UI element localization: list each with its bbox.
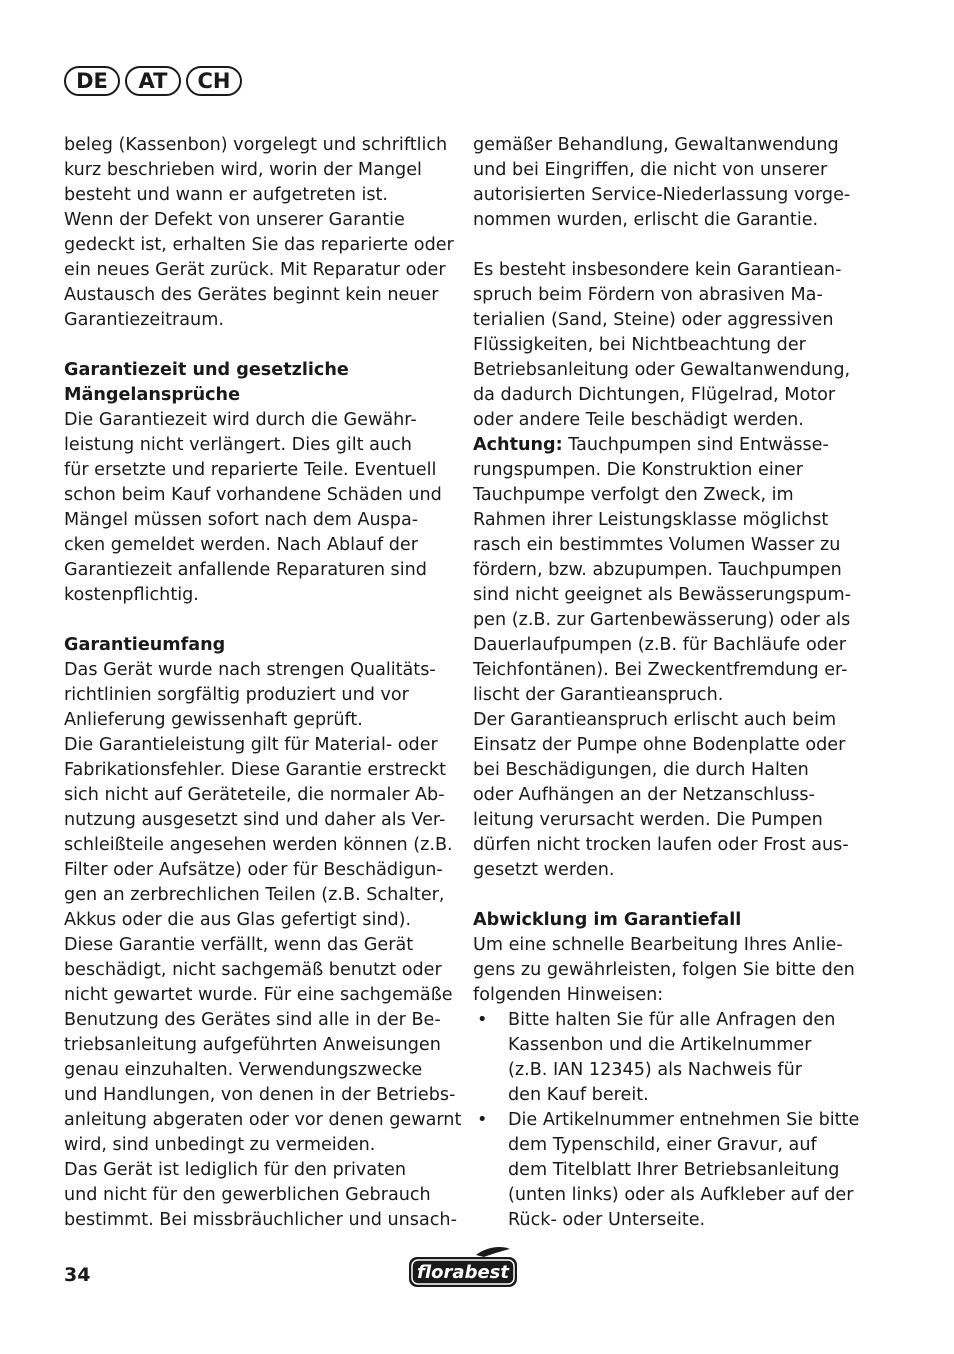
language-badge-at: AT [125,66,181,96]
text-line: rasch ein bestimmtes Volumen Wasser zu [473,535,841,555]
text-line: fördern, bzw. abzupumpen. Tauchpumpen [473,560,842,580]
text-line: Benutzung des Gerätes sind alle in der Be- [64,1010,441,1030]
text-line: kostenpflichtig. [64,585,199,605]
text-line: Anlieferung gewissenhaft geprüft. [64,710,363,730]
text-line: Tauchpumpe verfolgt den Zweck, im [473,485,794,505]
list-item-text: Bitte halten Sie für alle Anfragen den [508,1010,836,1030]
text-line: Austausch des Gerätes beginnt kein neuer [64,285,439,305]
logo-text: florabest [417,1262,509,1283]
text-line: pen (z.B. zur Gartenbewässerung) oder als [473,610,851,630]
text-line: bei Beschädigungen, die durch Halten [473,760,809,780]
list-item-text: den Kauf bereit. [508,1085,649,1105]
text-line: wird, sind unbedingt zu vermeiden. [64,1135,376,1155]
list-item [473,1108,868,1133]
text-line: Betriebsanleitung oder Gewaltanwendung, [473,360,851,380]
text-line: beleg (Kassenbon) vorgelegt und schriftlich [64,135,448,155]
text-line: cken gemeldet werden. Nach Ablauf der [64,535,418,555]
list-item-text: dem Typenschild, einer Gravur, auf [508,1135,817,1155]
text-line: nicht gewartet wurde. Für eine sachgemäße [64,985,453,1005]
text-line: Teichfontänen). Bei Zweckentfremdung er- [473,660,848,680]
attention-text: Tauchpumpen sind Entwässe- [562,435,829,455]
list-item-text: Die Artikelnummer entnehmen Sie bitte [508,1110,860,1130]
text-line: rungspumpen. Die Konstruktion einer [473,460,803,480]
language-badge-ch: CH [186,66,242,96]
text-line: Garantiezeitraum. [64,310,224,330]
text-line: Filter oder Aufsätze) oder für Beschädigun- [64,860,443,880]
text-line: Der Garantieanspruch erlischt auch beim [473,710,837,730]
text-line: Akkus oder die aus Glas gefertigt sind). [64,910,412,930]
text-line: Mängel müssen sofort nach dem Auspa- [64,510,419,530]
text-line: Einsatz der Pumpe ohne Bodenplatte oder [473,735,846,755]
section-heading: Garantiezeit und gesetzliche [64,360,349,380]
bullet: • [477,1110,488,1130]
text-line: da dadurch Dichtungen, Flügelrad, Motor [473,385,836,405]
text-line: sich nicht auf Geräteteile, die normaler Ab- [64,785,445,805]
text-line: lischt der Garantieanspruch. [473,685,724,705]
text-line: autorisierten Service-Niederlassung vorge- [473,185,851,205]
attention-label: Achtung: [473,435,563,455]
section-heading: Garantieumfang [64,635,226,655]
text-line: besteht und wann er aufgetreten ist. [64,185,388,205]
text-line: oder andere Teile beschädigt werden. [473,410,804,430]
text-line: leitung verursacht werden. Die Pumpen [473,810,823,830]
attention-line [473,433,868,458]
text-line: Garantiezeit anfallende Reparaturen sind [64,560,427,580]
text-line: leistung nicht verlängert. Dies gilt auch [64,435,412,455]
text-line: sind nicht geeignet als Bewässerungspum- [473,585,851,605]
text-line: dürfen nicht trocken laufen oder Frost aus- [473,835,849,855]
section-heading: Mängelansprüche [64,385,241,405]
text-line: Das Gerät wurde nach strengen Qualitäts- [64,660,436,680]
logo-leaf-icon [476,1247,510,1257]
text-line: ein neues Gerät zurück. Mit Reparatur oder [64,260,446,280]
text-line: schon beim Kauf vorhandene Schäden und [64,485,442,505]
list-item [473,1008,868,1033]
text-line: Es besteht insbesondere kein Garantiean- [473,260,842,280]
text-line: Die Garantieleistung gilt für Material- oder [64,735,438,755]
section-heading: Abwicklung im Garantiefall [473,910,742,930]
language-badge-de: DE [64,66,120,96]
text-line: gemäßer Behandlung, Gewaltanwendung [473,135,839,155]
text-line: und nicht für den gewerblichen Gebrauch [64,1185,431,1205]
text-line: und bei Eingriffen, die nicht von unserer [473,160,828,180]
text-line: bestimmt. Bei missbräuchlicher und unsach- [64,1210,457,1230]
text-line: triebsanleitung aufgeführten Anweisungen [64,1035,441,1055]
text-line: Fabrikationsfehler. Diese Garantie erstreckt [64,760,446,780]
text-line: folgenden Hinweisen: [473,985,664,1005]
list-item-text: (z.B. IAN 12345) als Nachweis für [508,1060,802,1080]
text-line: Rahmen ihrer Leistungsklasse möglichst [473,510,829,530]
text-line: gesetzt werden. [473,860,615,880]
text-line: Diese Garantie verfällt, wenn das Gerät [64,935,414,955]
text-line: kurz beschrieben wird, worin der Mangel [64,160,422,180]
right-column [473,133,868,1233]
text-line: und Handlungen, von denen in der Betriebs- [64,1085,456,1105]
page-number: 34 [64,1264,91,1286]
list-item-text: Rück- oder Unterseite. [508,1210,706,1230]
text-line: oder Aufhängen an der Netzanschluss- [473,785,815,805]
text-line: Wenn der Defekt von unserer Garantie [64,210,405,230]
list-item-text: (unten links) oder als Aufkleber auf der [508,1185,854,1205]
text-line: Um eine schnelle Bearbeitung Ihres Anlie- [473,935,843,955]
text-line: nutzung ausgesetzt sind und daher als Ver- [64,810,446,830]
text-line: gen an zerbrechlichen Teilen (z.B. Schalter, [64,885,445,905]
text-line: richtlinien sorgfältig produziert und vor [64,685,409,705]
text-line: nommen wurden, erlischt die Garantie. [473,210,819,230]
text-line: anleitung abgeraten oder vor denen gewarnt [64,1110,462,1130]
text-line: für ersetzte und reparierte Teile. Eventuell [64,460,437,480]
list-item-text: Kassenbon und die Artikelnummer [508,1035,812,1055]
bullet: • [477,1010,488,1030]
text-line: schleißteile angesehen werden können (z.B. [64,835,453,855]
language-badges [64,66,242,96]
text-line: gedeckt ist, erhalten Sie das reparierte oder [64,235,454,255]
florabest-logo [406,1245,520,1289]
text-line: gens zu gewährleisten, folgen Sie bitte den [473,960,855,980]
text-line: Flüssigkeiten, bei Nichtbeachtung der [473,335,806,355]
text-line: Das Gerät ist lediglich für den privaten [64,1160,406,1180]
text-line: genau einzuhalten. Verwendungszwecke [64,1060,423,1080]
text-line: beschädigt, nicht sachgemäß benutzt oder [64,960,442,980]
text-line: terialien (Sand, Steine) oder aggressiven [473,310,834,330]
text-line: Die Garantiezeit wird durch die Gewähr- [64,410,417,430]
left-column [64,133,462,1233]
text-line: spruch beim Fördern von abrasiven Ma- [473,285,823,305]
list-item-text: dem Titelblatt Ihrer Betriebsanleitung [508,1160,840,1180]
text-line: Dauerlaufpumpen (z.B. für Bachläufe oder [473,635,846,655]
